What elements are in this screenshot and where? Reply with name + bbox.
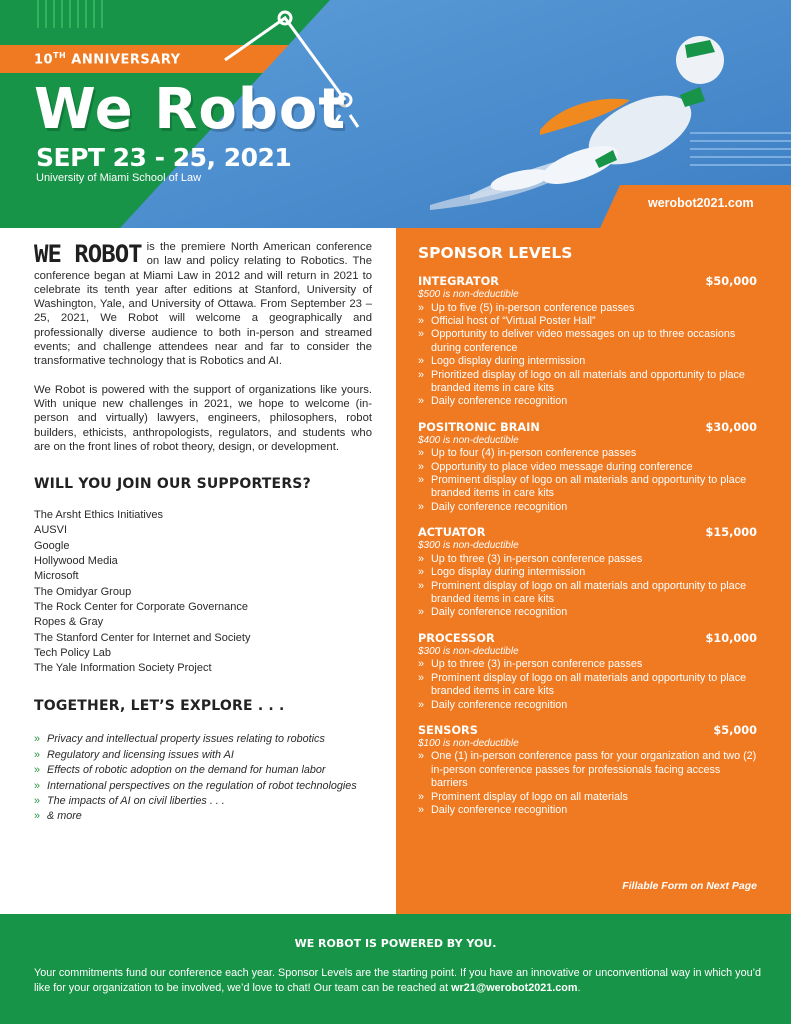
sponsor-levels xyxy=(418,275,757,829)
list-item: » International perspectives on the regulation of robot technologies xyxy=(34,779,372,794)
list-item: » Up to three (3) in-person conference passes xyxy=(418,658,757,671)
list-item: » Prominent display of logo on all materials and opportunity to place branded items in care kits xyxy=(418,672,757,699)
list-item: » Daily conference recognition xyxy=(418,804,757,817)
website-link[interactable]: werobot2021.com xyxy=(648,196,754,210)
level-benefits xyxy=(418,553,757,620)
event-title: We Robot xyxy=(34,77,347,142)
level-note: $400 is non-deductible xyxy=(418,434,519,446)
list-item: » Daily conference recognition xyxy=(418,395,757,408)
footer xyxy=(0,914,791,1024)
list-item: The Rock Center for Corporate Governance xyxy=(34,600,248,613)
list-item: Ropes & Gray xyxy=(34,616,104,629)
list-item: The Omidyar Group xyxy=(34,585,132,598)
level-benefits xyxy=(418,750,757,817)
list-item: » Opportunity to deliver video messages on up to three occasions during conference xyxy=(418,328,757,355)
list-item: » & more xyxy=(34,809,372,824)
level-price: $5,000 xyxy=(713,723,757,737)
anniversary-label: 10TH ANNIVERSARY xyxy=(34,51,181,68)
event-dates: SEPT 23 - 25, 2021 xyxy=(36,143,292,172)
footer-text xyxy=(34,966,761,996)
sponsor-panel xyxy=(396,228,791,914)
level-name: PROCESSOR xyxy=(418,631,495,645)
footer-heading: WE ROBOT IS POWERED BY YOU. xyxy=(294,937,497,950)
list-item: » Prominent display of logo on all materials and opportunity to place branded items in care kits xyxy=(418,474,757,501)
sponsor-level-sensors xyxy=(418,724,757,818)
list-item: Tech Policy Lab xyxy=(34,646,112,659)
list-item: Hollywood Media xyxy=(34,555,118,568)
intro-text: is the premiere North American conference on law and policy relating to Robotics. The conference began at Miami Law in 2012 and will return in 2021 to celebrate its tenth year after editions at Stanford, University of Washington, Yale, and University of Ottawa. From September 23 – 25, 2021, We Robot will welcome a geographically and professionally diverse audience to both in-person and streamed events; and challenge attendees near and far to consider the transformative technology that is Robotics and AI. xyxy=(34,241,372,368)
explore-heading: TOGETHER, LET’S EXPLORE . . . xyxy=(34,698,285,715)
list-item: » Up to four (4) in-person conference passes xyxy=(418,447,757,460)
list-item: » Daily conference recognition xyxy=(418,699,757,712)
fillable-form-note: Fillable Form on Next Page xyxy=(622,880,757,892)
list-item: Google xyxy=(34,539,70,552)
level-name: INTEGRATOR xyxy=(418,275,499,288)
level-price: $50,000 xyxy=(705,275,757,288)
contact-email[interactable]: wr21@werobot2021.com xyxy=(451,982,578,994)
list-item: » Prominent display of logo on all materials xyxy=(418,791,757,804)
event-venue: University of Miami School of Law xyxy=(36,172,202,184)
list-item: » Up to three (3) in-person conference passes xyxy=(418,553,757,566)
level-benefits xyxy=(418,658,757,712)
intro-lead: WE ROBOT xyxy=(34,240,142,268)
level-benefits xyxy=(418,447,757,514)
list-item: » Opportunity to place video message during conference xyxy=(418,461,757,474)
supporters-list xyxy=(34,508,372,676)
level-benefits xyxy=(418,302,757,409)
list-item: » Up to five (5) in-person conference passes xyxy=(418,302,757,315)
level-note: $300 is non-deductible xyxy=(418,645,519,657)
intro-paragraph xyxy=(34,240,372,369)
list-item: » Logo display during intermission xyxy=(418,566,757,579)
sponsor-level-positronic-brain xyxy=(418,421,757,515)
list-item: » Daily conference recognition xyxy=(418,501,757,514)
list-item: » Privacy and intellectual property issues relating to robotics xyxy=(34,732,372,747)
left-column xyxy=(34,240,372,825)
level-note: $100 is non-deductible xyxy=(418,737,519,749)
list-item: The Yale Information Society Project xyxy=(34,662,212,675)
header-banner xyxy=(0,0,791,228)
sponsor-level-integrator xyxy=(418,275,757,409)
supporters-heading: WILL YOU JOIN OUR SUPPORTERS? xyxy=(34,476,311,493)
level-name: POSITRONIC BRAIN xyxy=(418,420,540,434)
list-item: The Stanford Center for Internet and Society xyxy=(34,631,251,644)
level-price: $30,000 xyxy=(705,420,757,434)
footer-body: Your commitments fund our conference each year. Sponsor Levels are the starting point. If you have an innovative or unconventional way in which you’d like for your organization to be involved, we’d love to chat! Our team can be reached at xyxy=(34,967,761,994)
list-item: » Prioritized display of logo on all materials and opportunity to place branded items in care kits xyxy=(418,369,757,396)
support-paragraph: We Robot is powered with the support of organizations like yours. With unique new challenges in 2021, we hope to welcome (in-person and virtually) lawyers, engineers, philosophers, robot builders, ethicists, anthropologists, regulators, and students who are on the front lines of robot theory, design, or development. xyxy=(34,383,372,453)
list-item: AUSVI xyxy=(34,524,68,537)
sponsor-level-actuator xyxy=(418,526,757,620)
explore-list xyxy=(34,732,372,824)
list-item: » One (1) in-person conference pass for your organization and two (2) in-person conference passes for professionals facing access barriers xyxy=(418,750,757,790)
level-price: $10,000 xyxy=(705,631,757,645)
level-note: $300 is non-deductible xyxy=(418,540,519,552)
level-name: ACTUATOR xyxy=(418,526,486,540)
list-item: » Daily conference recognition xyxy=(418,606,757,619)
list-item: » Effects of robotic adoption on the demand for human labor xyxy=(34,763,372,778)
sponsor-heading: SPONSOR LEVELS xyxy=(418,244,573,262)
level-note: $500 is non-deductible xyxy=(418,289,519,300)
level-price: $15,000 xyxy=(705,526,757,540)
level-name: SENSORS xyxy=(418,723,478,737)
list-item: » Regulatory and licensing issues with AI xyxy=(34,748,372,763)
list-item: » Logo display during intermission xyxy=(418,355,757,368)
sponsor-level-processor xyxy=(418,632,757,712)
footer-end: . xyxy=(577,982,581,994)
list-item: » Prominent display of logo on all materials and opportunity to place branded items in care kits xyxy=(418,580,757,607)
list-item: Microsoft xyxy=(34,570,79,583)
list-item: » Official host of “Virtual Poster Hall” xyxy=(418,315,757,328)
list-item: » The impacts of AI on civil liberties . . . xyxy=(34,794,372,809)
list-item: The Arsht Ethics Initiatives xyxy=(34,509,163,522)
